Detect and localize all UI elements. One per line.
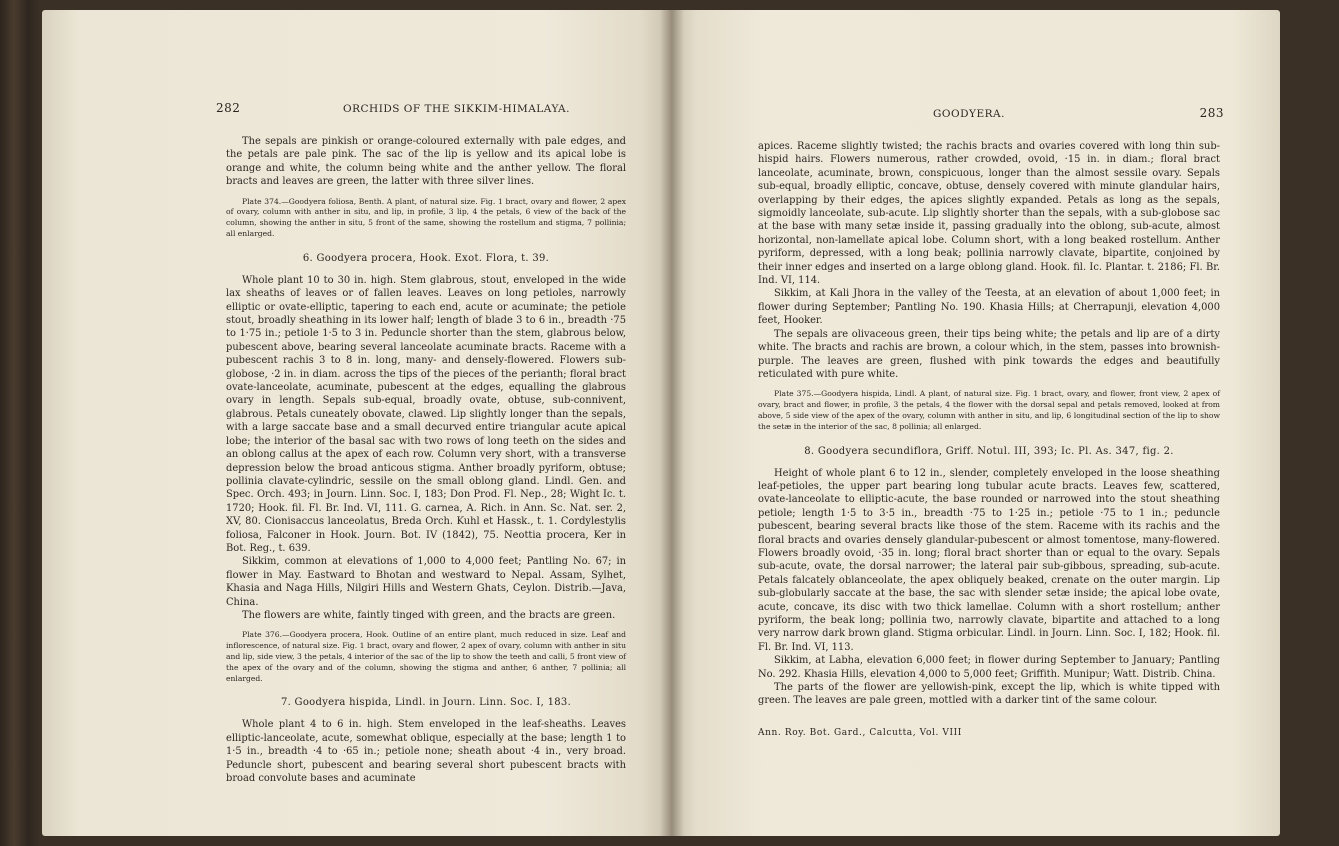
paragraph: Whole plant 4 to 6 in. high. Stem enveloped in the leaf-sheaths. Leaves elliptic-lanceolate, acute, somewhat oblique, especially at the base; length 1 to 1·5 in., breadth ·4 to ·65 in.; petiole none; sheath about ·4 in., very broad. Peduncle short, pubescent and bearing several short pubescent bracts with broad convolute bases and acuminate <box>226 719 626 784</box>
species-heading: 8. Goodyera secundiflora, Griff. Notul. III, 393; Ic. Pl. As. 347, fig. 2. <box>804 445 1174 457</box>
paragraph: Sikkim, common at elevations of 1,000 to 4,000 feet; Pantling No. 67; in flower in May. Eastward to Bhotan and westward to Nepal. Assam, Sylhet, Khasia and Naga Hills, Nilgiri Hills and Western Ghats, Ceylon. Distrib.—Java, China. <box>226 556 626 608</box>
species-heading: 6. Goodyera procera, Hook. Exot. Flora, t. 39. <box>302 252 550 264</box>
right-head-title: GOODYERA. <box>933 108 1005 120</box>
paragraph: Sikkim, at Kali Jhora in the valley of the Teesta, at an elevation of about 1,000 feet; in flower during September; Pantling No. 190. Khasia Hills; at Cherrapunji, elevation 4,000 feet, Hooker. <box>758 288 1220 327</box>
paragraph: Sikkim, at Labha, elevation 6,000 feet; in flower during September to January; Pantling No. 292. Khasia Hills, elevation 4,000 to 5,000 feet; Griffith. Munipur; Watt. Distrib. China. <box>758 655 1220 680</box>
paragraph: The flowers are white, faintly tinged with green, and the bracts are green. <box>242 609 616 621</box>
left-page-number: 282 <box>216 101 241 115</box>
page-footer: Ann. Roy. Bot. Gard., Calcutta, Vol. VIII <box>758 727 962 738</box>
paragraph: The sepals are olivaceous green, their tips being white; the petals and lip are of a dirty white. The bracts and rachis are brown, a colour which, in the stem, passes into brownish-purple. The leaves are green, flushed with pink towards the edges and beautifully reticulated with pure white. <box>758 328 1220 380</box>
left-running-head <box>216 101 626 123</box>
plate-caption: Plate 376.—Goodyera procera, Hook. Outline of an entire plant, much reduced in size. Leaf and inflorescence, of natural size. Fig. 1 bract, ovary and flower, 2 apex of ovary, column with anther in situ and lip, side view, 3 the petals, 4 interior of the sac of the lip to show the teeth and calli, 5 front view of the apex of the ovary and of the column, showing the stigma and anther, 6 anther, 7 pollinia; all enlarged. <box>226 630 626 683</box>
paragraph: The sepals are pinkish or orange-coloured externally with pale edges, and the petals are pale pink. The sac of the lip is yellow and its apical lobe is orange and white, the column being white and the anther yellow. The floral bracts and leaves are green, the latter with three silver lines. <box>226 136 626 188</box>
paragraph: The parts of the flower are yellowish-pink, except the lip, which is white tipped with green. The leaves are pale green, mottled with a darker tint of the same colour. <box>758 682 1220 707</box>
right-page <box>672 10 1280 836</box>
left-page <box>42 10 672 836</box>
book-gutter <box>660 10 684 836</box>
paragraph: apices. Raceme slightly twisted; the rachis bracts and ovaries covered with long thin sub-hispid hairs. Flowers numerous, rather crowded, ovoid, ·15 in. in diam.; floral bract lanceolate, acuminate, brown, conspicuous, longer than the almost sessile ovary. Sepals sub-equal, broadly elliptic, concave, obtuse, densely covered with minute glandular hairs, overlapping by their edges, the apices slightly expanded. Petals as long as the sepals, sigmoidly lanceolate, sub-acute. Lip slightly shorter than the sepals, with a sub-globose sac at the base with many setæ inside it, passing gradually into the oblong, sub-acute, almost horizontal, non-lamellate apical lobe. Column short, with a long beaked rostellum. Anther pyriform, depressed, with a long beak; pollinia narrowly clavate, bipartite, conjoined by their inner edges and inserted on a large oblong gland. Hook. fil. Ic. Plantar. t. 2186; Fl. Br. Ind. VI, 114. <box>758 141 1220 287</box>
plate-caption: Plate 374.—Goodyera foliosa, Benth. A plant, of natural size. Fig. 1 bract, ovary and flower, 2 apex of ovary, column with anther in situ, and lip, in profile, 3 lip, 4 the petals, 6 view of the back of the column, showing the anther in situ, 5 front of the same, showing the rostellum and stigma, 7 pollinia; all enlarged. <box>226 196 626 239</box>
right-page-number: 283 <box>1199 106 1224 120</box>
species-heading: 7. Goodyera hispida, Lindl. in Journ. Linn. Soc. I, 183. <box>280 697 572 709</box>
plate-caption: Plate 375.—Goodyera hispida, Lindl. A plant, of natural size. Fig. 1 bract, ovary, and flower, front view, 2 apex of ovary, bract and flower, in profile, 3 the petals, 4 the flower with the dorsal sepal and petals removed, looked at from above, 5 side view of the apex of the ovary, column with anther in situ, and lip, 6 longitudinal section of the lip to show the setæ in the interior of the sac, 8 pollinia; all enlarged. <box>758 389 1220 431</box>
paragraph: Whole plant 10 to 30 in. high. Stem glabrous, stout, enveloped in the wide lax sheaths of leaves or of fallen leaves. Leaves on long petioles, narrowly elliptic or ovate-elliptic, tapering to each end, acute or acuminate; the petiole stout, broadly sheathing in its lower half; length of blade 3 to 6 in., breadth ·75 to 1·75 in.; petiole 1·5 to 3 in. Peduncle shorter than the stem, glabrous below, pubescent above, bearing several lanceolate acuminate bracts. Raceme with a pubescent rachis 3 to 8 in. long, many- and densely-flowered. Flowers sub-globose, ·2 in. in diam. across the tips of the pieces of the perianth; floral bract ovate-lanceolate, acuminate, pubescent at the edges, equalling the glabrous ovary in length. Sepals sub-equal, broadly ovate, obtuse, sub-connivent, glabrous. Petals cuneately obovate, clawed. Lip slightly longer than the sepals, with a large saccate base and a small decurved entire triangular acute apical lobe; the interior of the basal sac with two rows of long teeth on the sides and an oblong callus at the apex of each row. Column very short, with a transverse depression below the broad anticous stigma. Anther broadly pyriform, obtuse; pollinia clavate-cylindric, sessile on the small oblong gland. Lindl. Gen. and Spec. Orch. 493; in Journ. Linn. Soc. I, 183; Don Prod. Fl. Nep., 28; Wight Ic. t. 1720; Hook. fil. Fl. Br. Ind. VI, 111. G. carnea, A. Rich. in Ann. Sc. Nat. ser. 2, XV, 80. Cionisaccus lanceolatus, Breda Orch. Kuhl et Hassk., t. 1. Cordylestylis foliosa, Falconer in Hook. Journ. Bot. IV (1842), 75. Neottia procera, Ker in Bot. Reg., t. 639. <box>226 274 626 554</box>
right-running-head <box>758 106 1224 128</box>
left-head-title: ORCHIDS OF THE SIKKIM-HIMALAYA. <box>343 103 570 115</box>
paragraph: Height of whole plant 6 to 12 in., slender, completely enveloped in the loose sheathing leaf-petioles, the upper part bearing long tubular acute bracts. Leaves few, scattered, ovate-lanceolate to elliptic-acute, the base rounded or narrowed into the stout sheathing petiole; length 1·5 to 3·5 in., breadth ·75 to 1·25 in.; petiole ·75 to 1 in.; peduncle pubescent, bearing several bracts like those of the stem. Raceme with its rachis and the floral bracts and ovaries densely glandular-pubescent or almost tomentose, many-flowered. Flowers broadly ovoid, ·35 in. long; floral bract shorter than or equal to the ovary. Sepals sub-acute, ovate, the dorsal narrower; the lateral pair sub-gibbous, spreading, sub-acute. Petals falcately oblanceolate, the apex obliquely beaked, crenate on the outer margin. Lip sub-globularly saccate at the base, the sac with slender setæ inside; the apical lobe ovate, acute, concave, its disc with two thick lamellae. Column with a short rostellum; anther pyriform, the beak long; pollinia two, narrowly clavate, bipartite and attached to a long very narrow dark brown gland. Stigma orbicular. Lindl. in Journ. Linn. Soc. I, 182; Hook. fil. Fl. Br. Ind. VI, 113. <box>758 467 1220 653</box>
